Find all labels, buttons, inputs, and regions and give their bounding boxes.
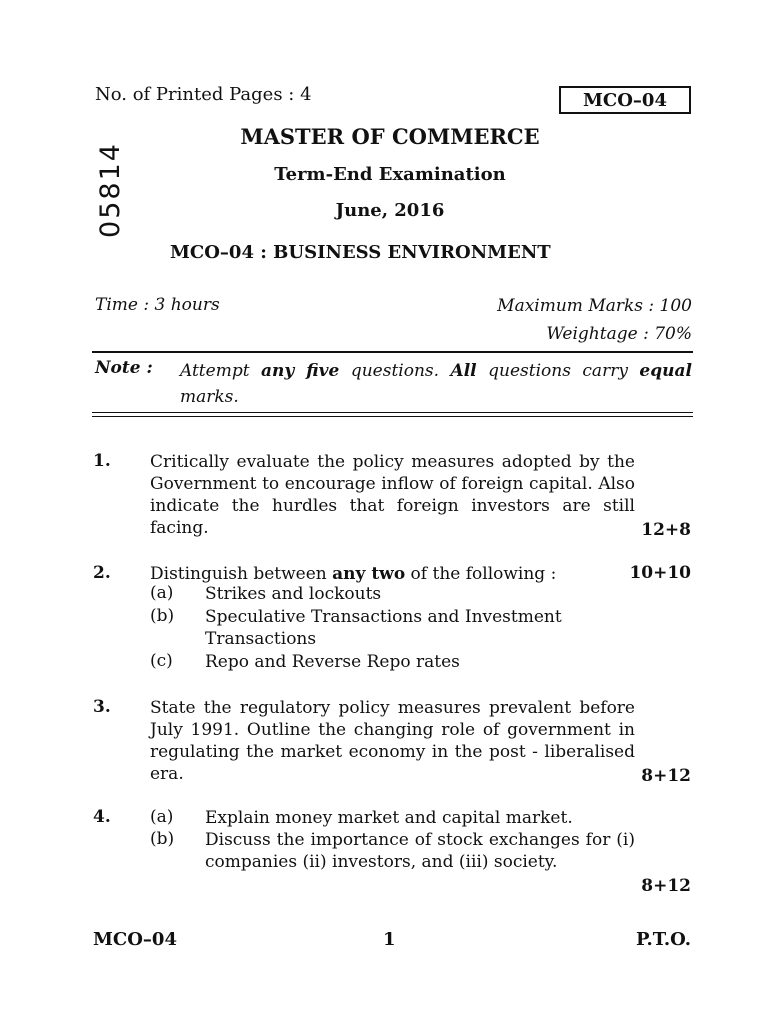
part-text: Explain money market and capital market. [205,808,573,828]
question-marks: 8+12 [641,766,691,786]
part-label: (b) [150,829,175,849]
question-text: Critically evaluate the policy measures adopted by the Government to encourage inflow of foreign capital. Also indicate the hurdles that foreign investors are still facing. [150,452,635,538]
exam-name: Term-End Examination [274,164,506,185]
divider [92,416,693,417]
maximum-marks: Maximum Marks : 100 [497,296,692,316]
page-number: 1 [383,929,396,950]
serial-number: 05814 [95,142,126,238]
part-text: Discuss the importance of stock exchanges for (i) companies (ii) investors, and (iii) society. [205,830,635,872]
page-title: MASTER OF COMMERCE [240,124,540,149]
question-text: State the regulatory policy measures prevalent before July 1991. Outline the changing role of government in regulating the market economy in the post - liberalised era. [150,698,635,784]
paper-code-box: MCO–04 [559,86,691,114]
divider [92,351,693,353]
footer-code: MCO–04 [93,929,177,950]
pto-label: P.T.O. [635,929,691,950]
printed-pages: No. of Printed Pages : 4 [95,84,312,105]
question-marks: 8+12 [641,876,691,896]
question-marks: 10+10 [629,563,691,583]
part-label: (b) [150,606,175,626]
time-allowed: Time : 3 hours [95,295,220,315]
part-text: Repo and Reverse Repo rates [205,652,460,672]
question-number: 3. [93,697,111,717]
part-label: (c) [150,651,173,671]
note-text: Attempt any five questions. All questions carry equal marks. [180,361,692,407]
question-number: 2. [93,563,111,583]
part-text: Speculative Transactions and Investment Transactions [205,607,562,649]
note-label: Note : [95,358,153,378]
part-label: (a) [150,583,174,603]
question-marks: 12+8 [641,520,691,540]
part-text: Strikes and lockouts [205,584,382,604]
paper-title: MCO–04 : BUSINESS ENVIRONMENT [170,242,551,263]
exam-date: June, 2016 [335,200,445,221]
question-number: 1. [93,451,111,471]
part-label: (a) [150,807,174,827]
question-text: Distinguish between any two of the following : [150,564,557,584]
divider [92,412,693,413]
weightage: Weightage : 70% [546,324,692,344]
question-number: 4. [93,807,111,827]
